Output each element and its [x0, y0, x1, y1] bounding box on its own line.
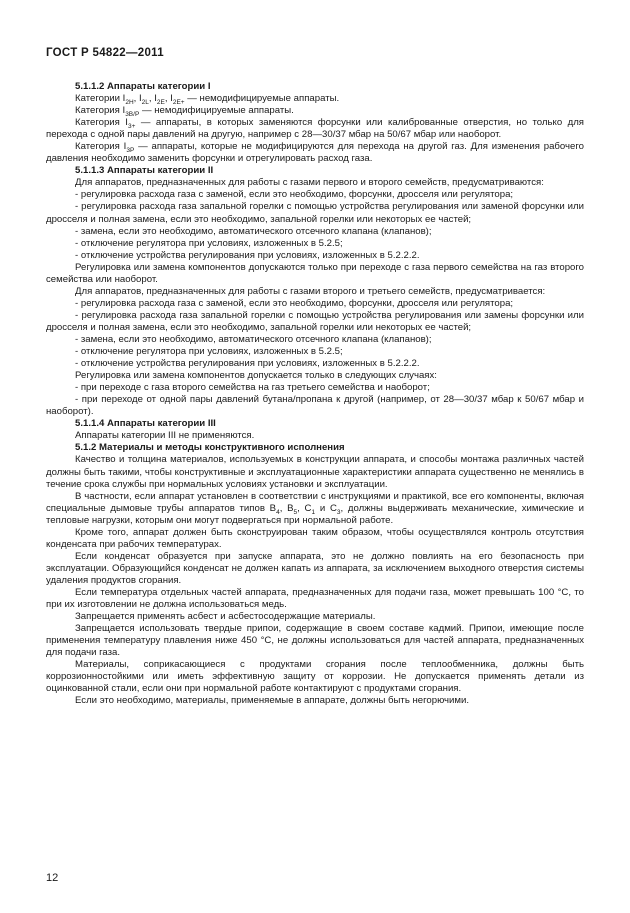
note-allowed-cases: Регулировка или замена компонентов допускается только в следующих случаях:: [75, 370, 437, 382]
materials-paragraph: Запрещается использовать твердые припои, содержащие в своем составе кадмий. Припои, имеющие после применения температуру плавления ниже 450 °С, не должны использоваться для частей аппарата, предназначенных для подачи газа.: [46, 623, 584, 659]
list-item: - регулировка расхода газа запальной горелки с помощью устройства регулирования или заменой форсунки или дросселя и полная замена, если это необходимо, запальной горелки или некоторых ее частей;: [46, 201, 584, 225]
list-item: - отключение регулятора при условиях, изложенных в 5.2.5;: [75, 346, 343, 358]
materials-paragraph: Запрещается применять асбест и асбестосодержащие материалы.: [75, 611, 376, 623]
category-iii-text: Аппараты категории III не применяются.: [75, 430, 255, 442]
list-item: - при переходе от одной пары давлений бутана/пропана к другой (например, от 28—30/37 мбар к 50/67 мбар и наоборот).: [46, 394, 584, 418]
standard-header: ГОСТ Р 54822—2011: [46, 47, 164, 59]
heading-5-1-1-4: 5.1.1.4 Аппараты категории III: [75, 418, 216, 430]
intro-first-second-families: Для аппаратов, предназначенных для работы с газами первого и второго семейств, предусматриваются:: [75, 177, 544, 189]
note-first-family: Регулировка или замена компонентов допускаются только при переходе с газа первого семейства на газ второго семейства или наоборот.: [46, 261, 584, 285]
materials-paragraph: Кроме того, аппарат должен быть сконструирован таким образом, чтобы осуществлялся контроль отсутствия конденсата при рабочих температурах.: [46, 526, 584, 550]
list-item: - регулировка расхода газа с заменой, если это необходимо, форсунки, дросселя или регулятора;: [75, 189, 514, 201]
materials-paragraph: Если температура отдельных частей аппарата, предназначенных для подачи газа, может превышать 100 °С, то при их изготовлении не должна использоваться медь.: [46, 586, 584, 611]
list-item: - отключение устройства регулирования при условиях, изложенных в 5.2.2.2.: [75, 358, 420, 370]
heading-5-1-1-2: 5.1.1.2 Аппараты категории I: [75, 81, 211, 92]
list-item: - регулировка расхода газа запальной горелки с помощью устройства регулирования или замены форсунки или дросселя и полная замена, если это необходимо, запальной горелки или некоторых ее частей;: [46, 309, 584, 333]
list-item: - замена, если это необходимо, автоматического отсечного клапана (клапанов);: [75, 225, 432, 237]
page-number: 12: [46, 872, 59, 884]
heading-5-1-2: 5.1.2 Материалы и методы конструктивного исполнения: [75, 442, 345, 454]
category-i2h-paragraph: Категории $I_{2H}$, $I_{2L}$, $I_{2E}$, $I_{2E+}$ — немодифицируемые аппараты.: [75, 93, 340, 106]
list-item: - отключение устройства регулирования при условиях, изложенных в 5.2.2.2.: [75, 249, 420, 261]
list-item: - при переходе с газа второго семейства на газ третьего семейства и наоборот;: [75, 382, 430, 394]
heading-5-1-1-3: 5.1.1.3 Аппараты категории II: [75, 165, 214, 177]
list-item: - регулировка расхода газа с заменой, если это необходимо, форсунки, дросселя или регулятора;: [75, 297, 514, 309]
materials-paragraph: В частности, если аппарат установлен в соответствии с инструкциями и практикой, все его компоненты, включая специальные дымовые трубы аппаратов типов $B_4$, $B_5$, $C_1$ и $C_3$, должны выдерживать механические, химические и тепловые нагрузки, которым они могут подвергаться при нормальной работе.: [46, 490, 584, 526]
category-i3plus-paragraph: Категория $I_{3+}$ — аппараты, в которых заменяются форсунки или калиброванные отверстия, но только для перехода с одной пары давлений на другую, например с 28—30/37 мбар на 50/67 мбар или наоборот.: [46, 117, 584, 141]
materials-paragraph: Если это необходимо, материалы, применяемые в аппарате, должны быть негорючими.: [75, 695, 470, 707]
intro-second-third-families: Для аппаратов, предназначенных для работы с газами второго и третьего семейств, предусматривается:: [75, 285, 546, 297]
category-i3bp-paragraph: Категория $I_{3B/P}$ — немодифицируемые аппараты.: [75, 105, 294, 118]
materials-paragraph: Качество и толщина материалов, используемых в конструкции аппарата, и способы монтажа различных частей должны быть такими, чтобы конструктивные и эксплуатационные характеристики аппарата существенно не менялись в течение срока службы при нормальных условиях установки и эксплуатации.: [46, 454, 584, 490]
category-i3p-paragraph: Категория $I_{3P}$ — аппараты, которые не модифицируются для перехода на другой газ. Для изменения рабочего давления необходимо заменить форсунки и отрегулировать расход газа.: [46, 141, 584, 165]
materials-paragraph: Если конденсат образуется при запуске аппарата, это не должно повлиять на его безопасность при эксплуатации. Образующийся конденсат не должен капать из аппарата, за исключением выходного отверстия системы удаления продуктов сгорания.: [46, 550, 584, 586]
list-item: - замена, если это необходимо, автоматического отсечного клапана (клапанов);: [75, 333, 432, 345]
materials-paragraph: Материалы, соприкасающиеся с продуктами сгорания после теплообменника, должны быть коррозионностойкими или иметь эффективную защиту от коррозии. Не допускается применять детали из оцинкованной стали, если они при нормальной работе контактируют с продуктами сгорания.: [46, 659, 584, 695]
document-body: [46, 81, 584, 707]
list-item: - отключение регулятора при условиях, изложенных в 5.2.5;: [75, 237, 343, 249]
